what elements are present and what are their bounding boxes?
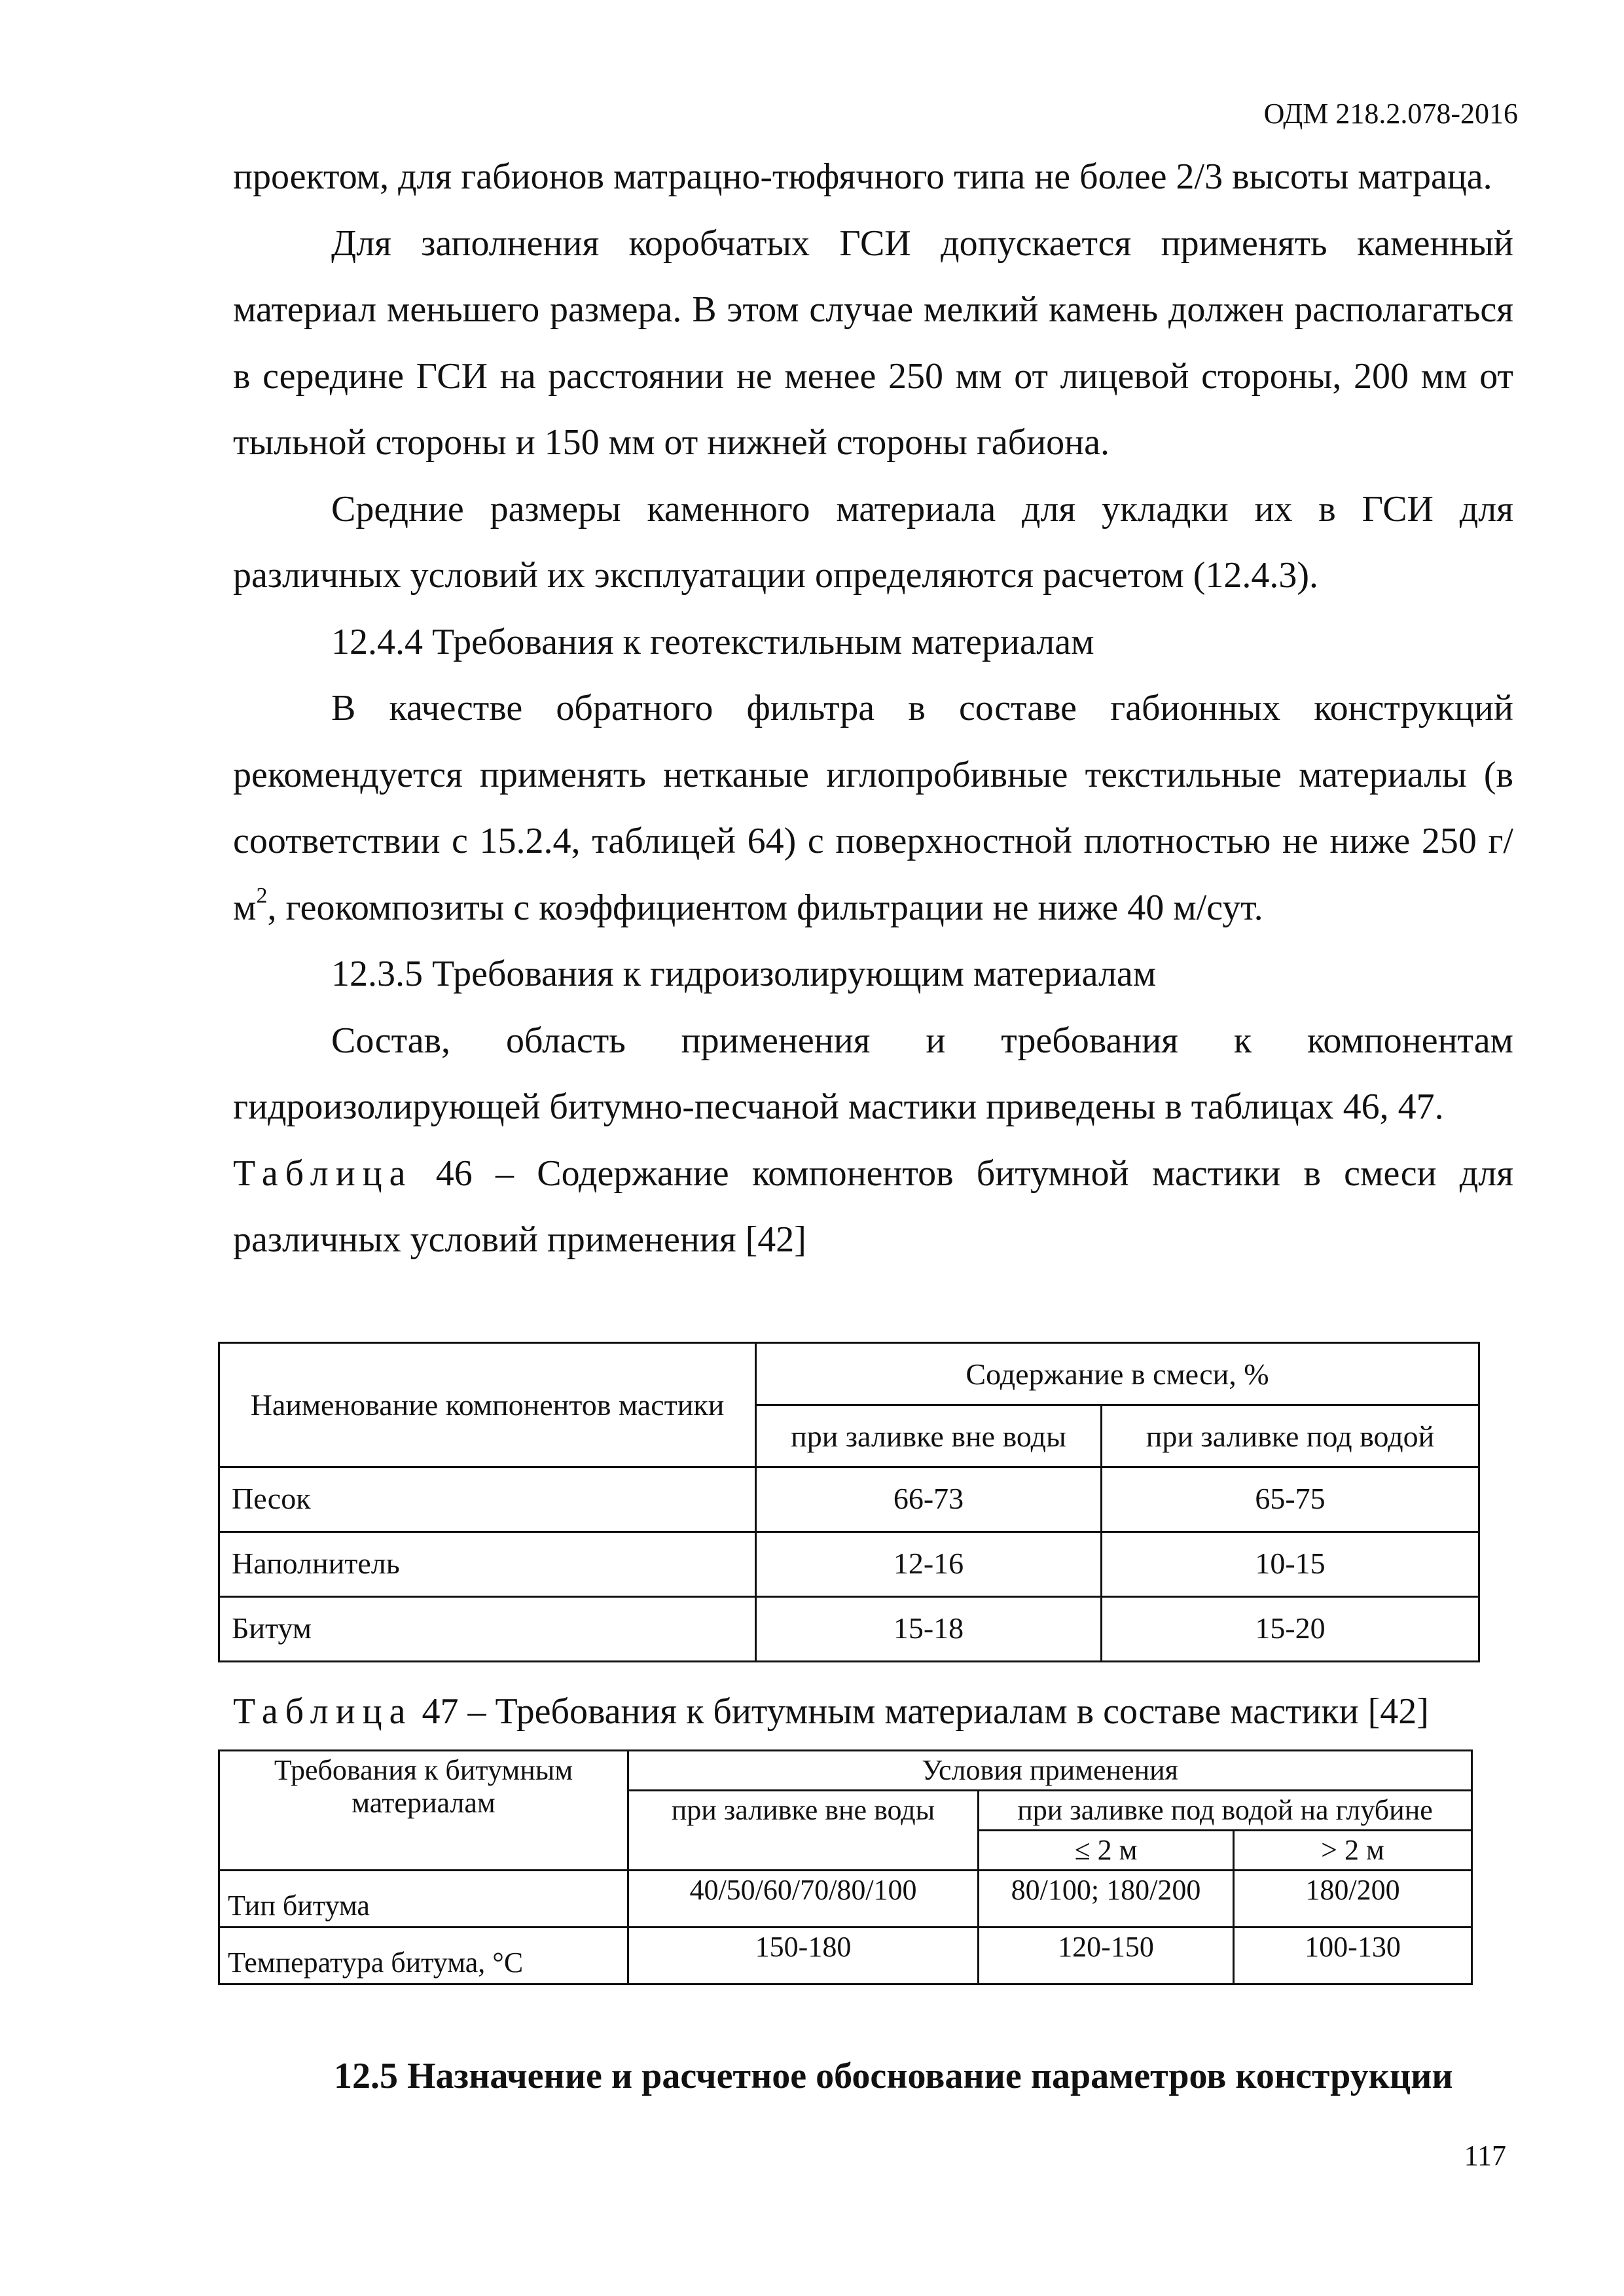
table-row xyxy=(219,1928,1472,1984)
cell-dry: 40/50/60/70/80/100 xyxy=(628,1871,979,1928)
cell-wet: 15-20 xyxy=(1102,1597,1479,1662)
header-content-group: Содержание в смеси, % xyxy=(756,1343,1479,1405)
header-le2: ≤ 2 м xyxy=(979,1831,1234,1871)
cell-le2: 120-150 xyxy=(979,1928,1234,1984)
body-text xyxy=(233,144,1513,1274)
header-conditions: Условия применения xyxy=(628,1751,1472,1791)
cell-gt2: 180/200 xyxy=(1234,1871,1472,1928)
paragraph-text: В качестве обратного фильтра в составе габионных конструкций рекомендуется применять нетканые иглопробивные текстильные материалы (в соответствии с 15.2.4, таблицей 64) с поверхностной плотностью не ниже 250 г/м xyxy=(233,688,1513,928)
caption-label: Таблица xyxy=(233,1153,413,1194)
caption-text: 47 – Требования к битумным материалам в составе мастики [42] xyxy=(412,1691,1429,1732)
table-row xyxy=(219,1597,1479,1662)
cell-gt2: 100-130 xyxy=(1234,1928,1472,1984)
page-number: 117 xyxy=(1464,2140,1506,2172)
cell-name: Температура битума, °С xyxy=(219,1928,628,1984)
caption-label: Таблица xyxy=(233,1691,413,1732)
cell-name: Наполнитель xyxy=(219,1532,756,1597)
paragraph: Состав, область применения и требования к компонентам гидроизолирующей битумно-песчаной мастики приведены в таблицах 46, 47. xyxy=(233,1020,1513,1127)
header-gt2: > 2 м xyxy=(1234,1831,1472,1871)
cell-le2: 80/100; 180/200 xyxy=(979,1871,1234,1928)
header-dry: при заливке вне воды xyxy=(756,1405,1102,1467)
paragraph-text: , геокомпозиты с коэффициентом фильтрации не ниже 40 м/сут. xyxy=(267,887,1263,928)
table-47-caption xyxy=(233,1679,1513,1746)
header-component-name: Наименование компонентов мастики xyxy=(219,1343,756,1467)
document-code-header: ОДМ 218.2.078-2016 xyxy=(1263,98,1518,130)
subsection-title: 12.3.5 Требования к гидроизолирующим материалам xyxy=(331,954,1157,994)
table-46 xyxy=(218,1342,1480,1662)
caption-text: 46 – Содержание компонентов битумной мастики в смеси для различных условий применения [42] xyxy=(233,1153,1513,1260)
cell-wet: 65-75 xyxy=(1102,1467,1479,1532)
table-47 xyxy=(218,1749,1473,1985)
table-row xyxy=(219,1871,1472,1928)
cell-dry: 66-73 xyxy=(756,1467,1102,1532)
header-requirements: Требования к битумным материалам xyxy=(219,1751,628,1871)
header-wet: при заливке под водой на глубине xyxy=(979,1791,1472,1831)
table-row xyxy=(219,1532,1479,1597)
paragraph: Для заполнения коробчатых ГСИ допускается применять каменный материал меньшего размера. В этом случае мелкий камень должен располагаться в середине ГСИ на расстоянии не менее 250 мм от лицевой стороны, 200 мм от тыльной стороны и 150 мм от нижней стороны габиона. xyxy=(233,223,1513,463)
paragraph: Средние размеры каменного материала для укладки их в ГСИ для различных условий их эксплуатации определяются расчетом (12.4.3). xyxy=(233,488,1513,596)
cell-name: Тип битума xyxy=(219,1871,628,1928)
table-47-caption-block xyxy=(233,1679,1513,1746)
paragraph: проектом, для габионов матрацно-тюфячного типа не более 2/3 высоты матраца. xyxy=(233,156,1492,197)
cell-dry: 15-18 xyxy=(756,1597,1102,1662)
superscript: 2 xyxy=(256,883,268,908)
header-wet: при заливке под водой xyxy=(1102,1405,1479,1467)
cell-name: Битум xyxy=(219,1597,756,1662)
table-46-caption xyxy=(233,1141,1513,1274)
paragraph xyxy=(233,675,1513,941)
cell-dry: 12-16 xyxy=(756,1532,1102,1597)
section-heading: 12.5 Назначение и расчетное обоснование параметров конструкции xyxy=(334,2056,1453,2096)
cell-dry: 150-180 xyxy=(628,1928,979,1984)
cell-name: Песок xyxy=(219,1467,756,1532)
cell-wet: 10-15 xyxy=(1102,1532,1479,1597)
table-row xyxy=(219,1467,1479,1532)
header-dry: при заливке вне воды xyxy=(628,1791,979,1871)
subsection-title: 12.4.4 Требования к геотекстильным материалам xyxy=(331,621,1094,662)
